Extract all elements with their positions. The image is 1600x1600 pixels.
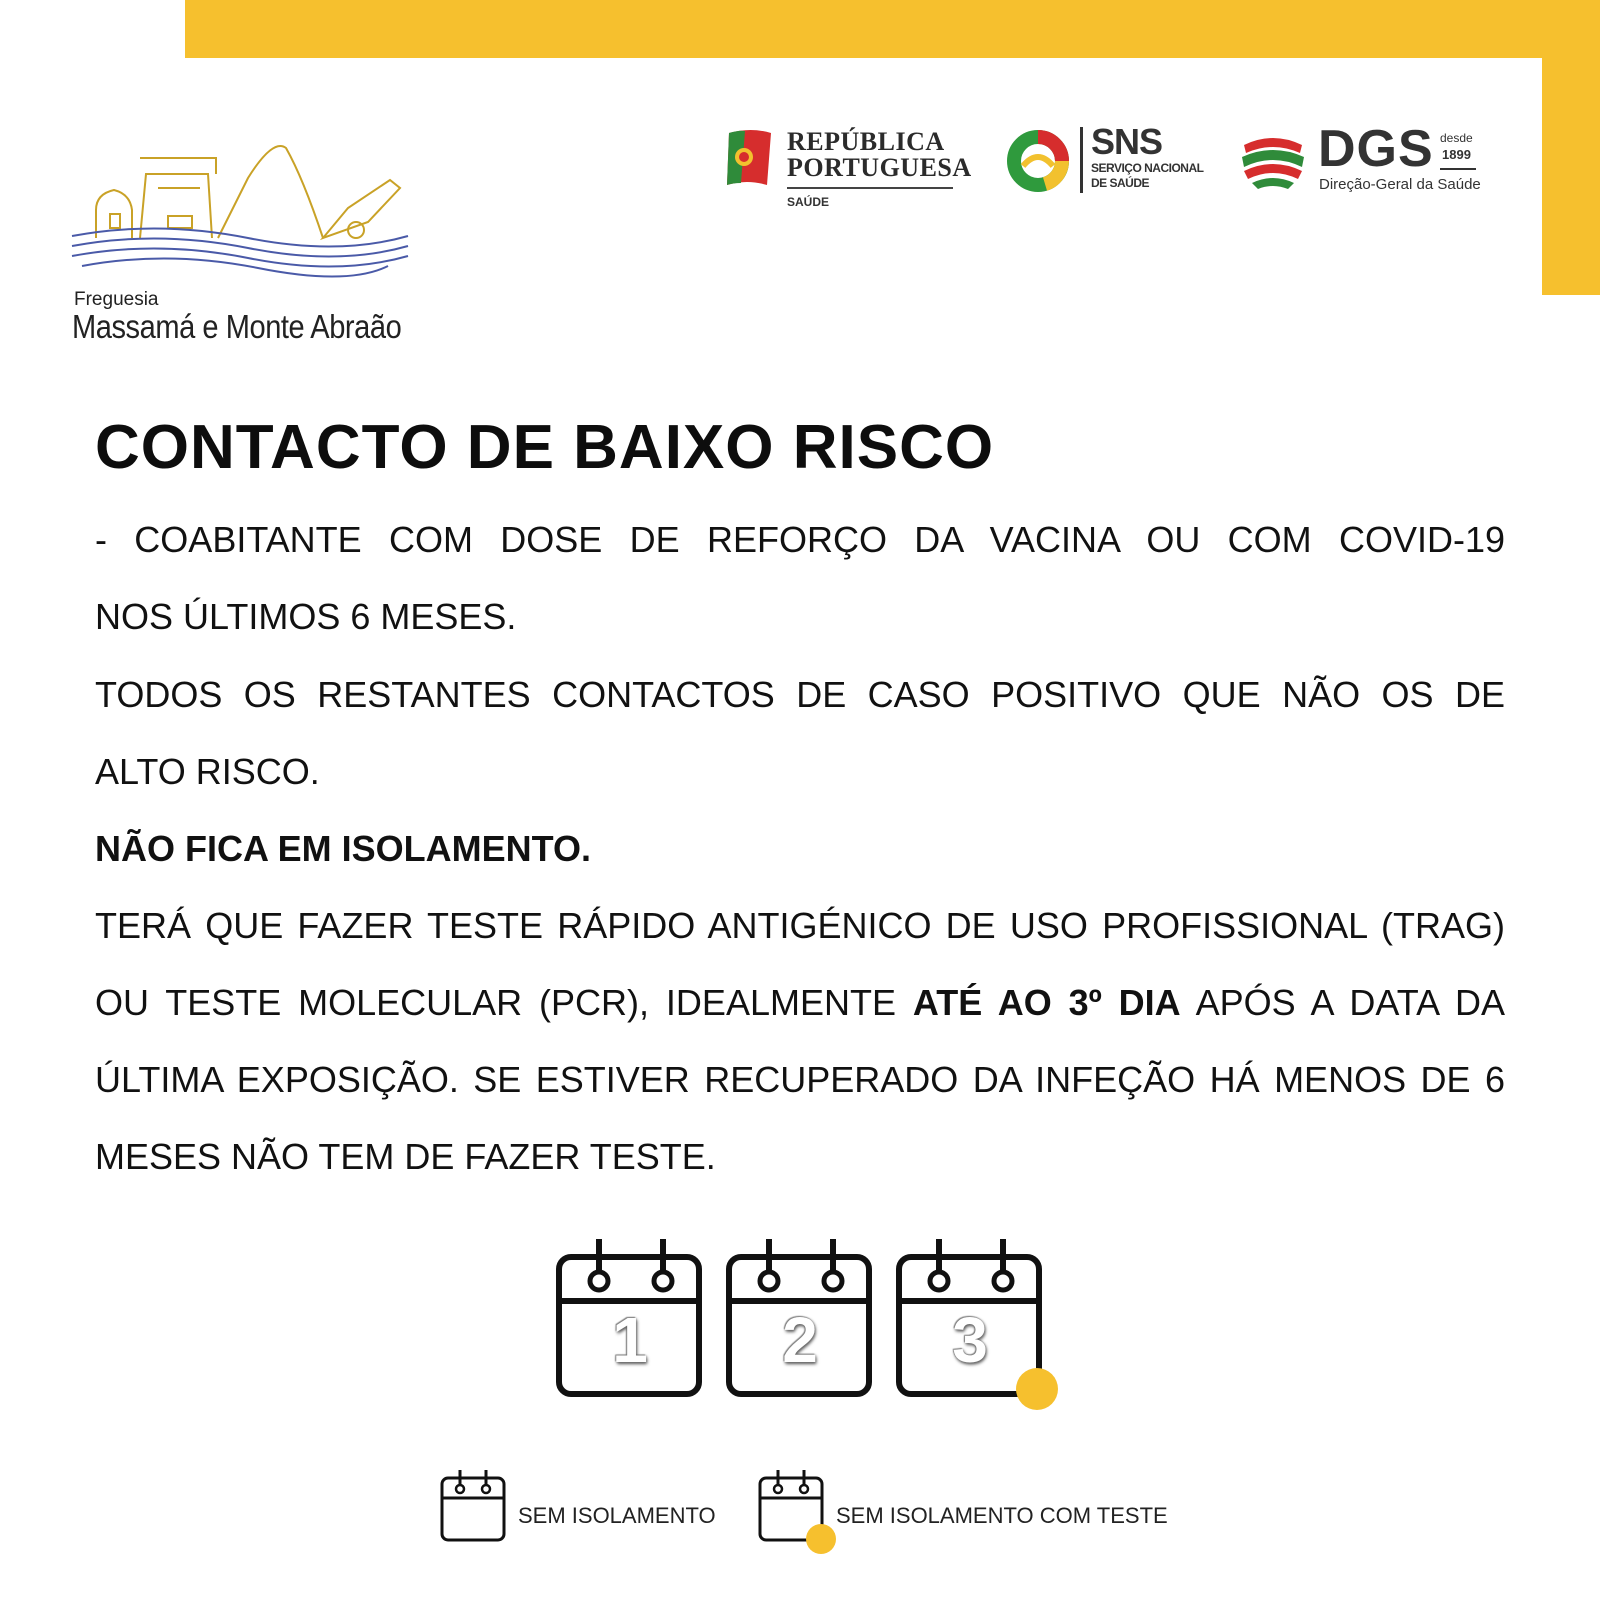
freguesia-name: Massamá e Monte Abraão	[72, 308, 402, 345]
sns-title: SNS	[1091, 121, 1163, 162]
dgs-desde: desde	[1440, 131, 1473, 145]
yellow-frame-right	[1542, 0, 1600, 295]
yellow-frame-top	[185, 0, 1600, 58]
calendar-day-number: 3	[952, 1304, 988, 1376]
p3-line3: ÚLTIMA EXPOSIÇÃO. SE ESTIVER RECUPERADO DA INFEÇÃO HÁ MENOS DE 6	[95, 1059, 1505, 1100]
calendar-day-number: 2	[782, 1304, 818, 1376]
calendar-icon	[440, 1470, 506, 1542]
dgs-logo	[1240, 120, 1490, 205]
p1-line2: NOS ÚLTIMOS 6 MESES.	[95, 596, 517, 637]
republica-portuguesa-logo	[725, 125, 972, 220]
p2-line1: TODOS OS RESTANTES CONTACTOS DE CASO POSITIVO QUE NÃO OS DE	[95, 674, 1505, 715]
test-day-dot-icon	[1016, 1368, 1058, 1410]
sns-logo	[1005, 121, 1205, 205]
dgs-title: DGS	[1318, 120, 1434, 178]
republica-sub: SAÚDE	[787, 195, 830, 209]
freguesia-label: Freguesia	[74, 289, 159, 310]
republica-line2: PORTUGUESA	[787, 153, 972, 182]
dgs-mark-icon	[1240, 131, 1306, 195]
republica-rule	[787, 187, 953, 189]
legend-no-isolation-label: SEM ISOLAMENTO	[518, 1503, 716, 1528]
p1-line1: - COABITANTE COM DOSE DE REFORÇO DA VACINA OU COM COVID-19	[95, 519, 1505, 560]
legend-no-isolation-test-label: SEM ISOLAMENTO COM TESTE	[836, 1503, 1168, 1528]
calendar-day-2	[725, 1237, 875, 1397]
freguesia-emblem-icon	[68, 138, 428, 288]
dgs-subtitle: Direção-Geral da Saúde	[1319, 176, 1481, 193]
sns-sub2: DE SAÚDE	[1091, 176, 1150, 190]
no-isolation-notice: NÃO FICA EM ISOLAMENTO.	[95, 828, 592, 869]
freguesia-logo	[68, 138, 428, 348]
calendar-day-number: 1	[612, 1304, 648, 1376]
p3-line2-pre: OU TESTE MOLECULAR (PCR), IDEALMENTE	[95, 982, 896, 1023]
legend-test-dot-icon	[806, 1524, 836, 1554]
p3-line4: MESES NÃO TEM DE FAZER TESTE.	[95, 1136, 716, 1177]
republica-line1: REPÚBLICA	[787, 127, 945, 156]
sns-sub1: SERVIÇO NACIONAL	[1091, 161, 1204, 175]
sns-divider	[1080, 127, 1083, 193]
flag-icon	[725, 127, 775, 189]
legend-no-isolation-icon	[440, 1470, 506, 1542]
dgs-rule	[1440, 168, 1476, 170]
calendar-day-1	[555, 1237, 705, 1397]
page-title: CONTACTO DE BAIXO RISCO	[95, 413, 995, 482]
p3-line2-emphasis: ATÉ AO 3º DIA	[912, 982, 1181, 1023]
p3-line1: TERÁ QUE FAZER TESTE RÁPIDO ANTIGÉNICO DE USO PROFISSIONAL (TRAG)	[95, 905, 1505, 946]
p3-line2	[95, 981, 1505, 1025]
sns-ring-icon	[1005, 128, 1071, 194]
p2-line2: ALTO RISCO.	[95, 751, 320, 792]
p3-line2-post: APÓS A DATA DA	[1195, 982, 1506, 1023]
dgs-year: 1899	[1442, 147, 1471, 162]
